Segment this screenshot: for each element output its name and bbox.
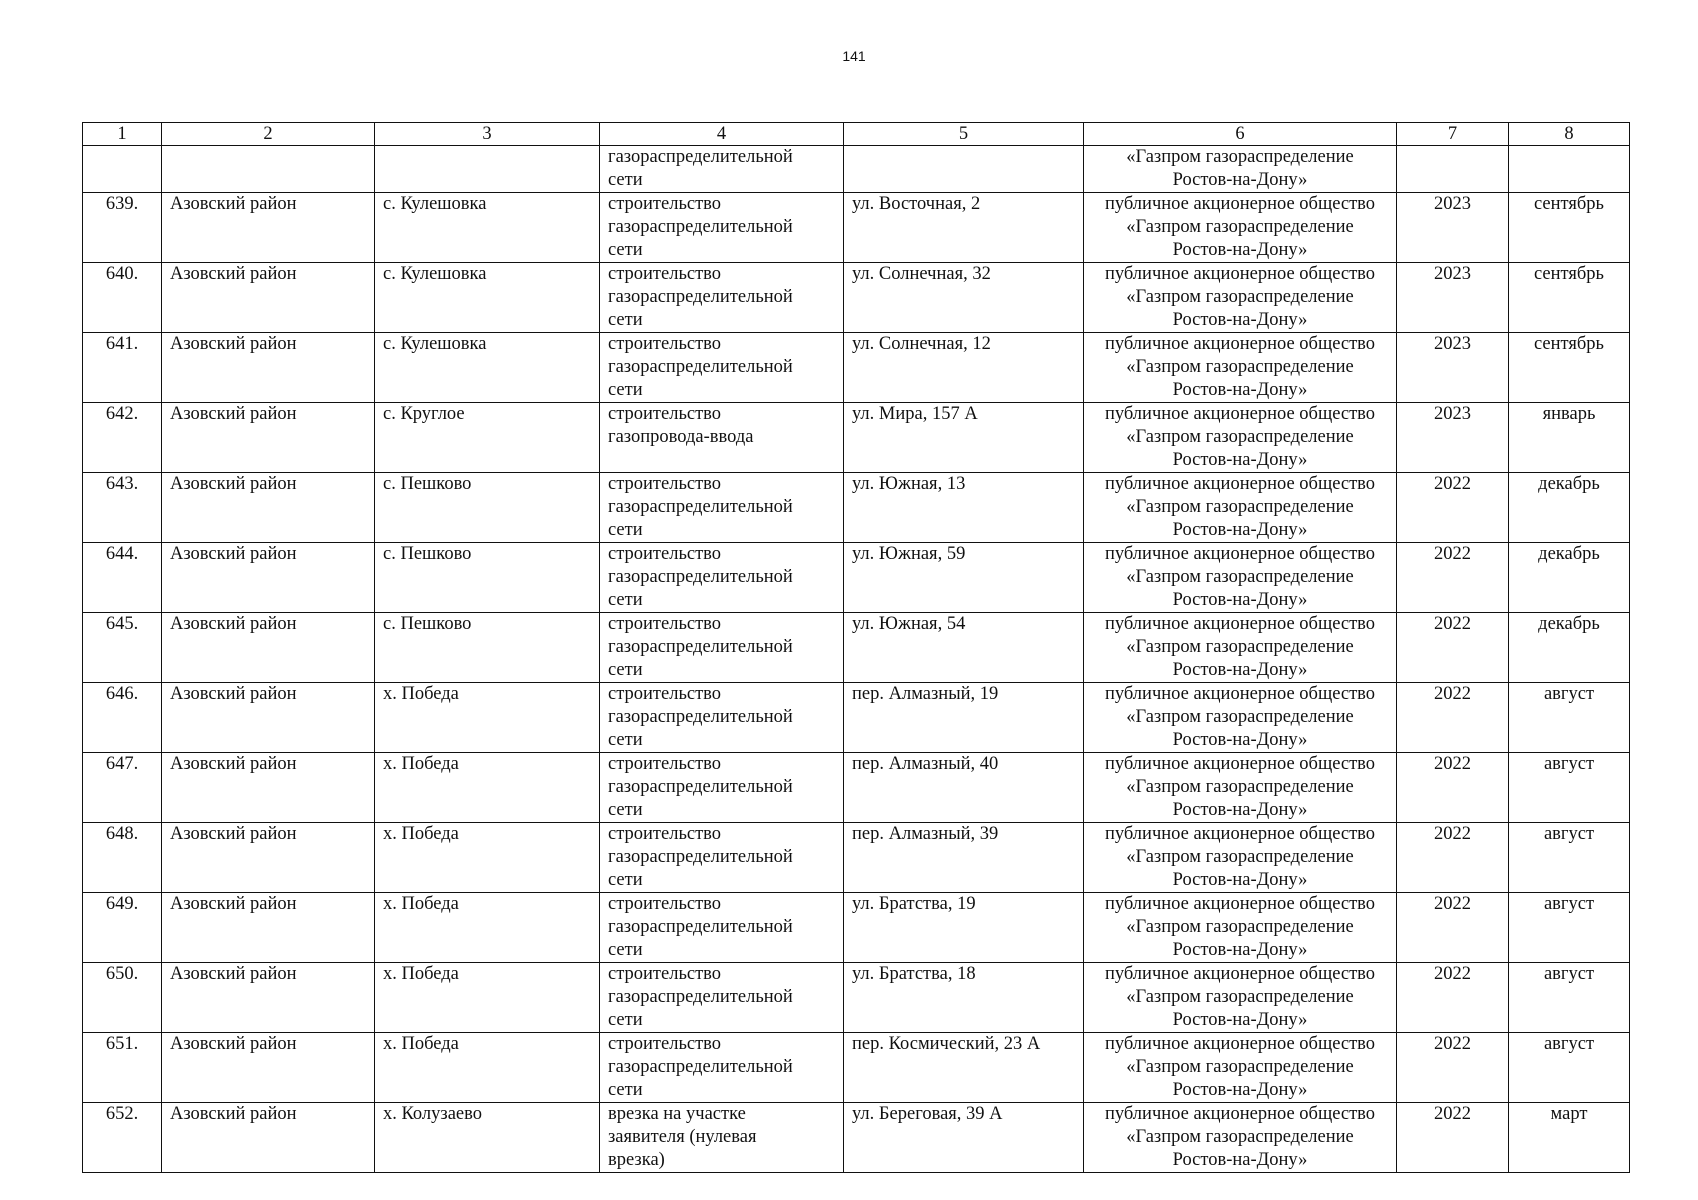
cell-number: 649. — [83, 893, 162, 963]
cell-org: публичное акционерное общество «Газпром газораспределение Ростов-на-Дону» — [1084, 1103, 1397, 1173]
cell-month: август — [1509, 1033, 1630, 1103]
cell-district: Азовский район — [162, 893, 375, 963]
cell-number: 644. — [83, 543, 162, 613]
cell-settlement: х. Победа — [375, 893, 600, 963]
cell-number: 642. — [83, 403, 162, 473]
cell-month: сентябрь — [1509, 263, 1630, 333]
table-row — [83, 683, 1630, 753]
cell-district: Азовский район — [162, 1033, 375, 1103]
cell-work: строительство газораспределительной сети — [600, 263, 844, 333]
cell-month: январь — [1509, 403, 1630, 473]
cell-settlement: с. Круглое — [375, 403, 600, 473]
cell-settlement: х. Победа — [375, 753, 600, 823]
cell-number: 646. — [83, 683, 162, 753]
cell-org: публичное акционерное общество «Газпром газораспределение Ростов-на-Дону» — [1084, 193, 1397, 263]
cell-org: публичное акционерное общество «Газпром газораспределение Ростов-на-Дону» — [1084, 543, 1397, 613]
cell-year: 2022 — [1397, 963, 1509, 1033]
cell-number: 652. — [83, 1103, 162, 1173]
cell-settlement: с. Пешково — [375, 473, 600, 543]
cell-district: Азовский район — [162, 333, 375, 403]
table-row — [83, 893, 1630, 963]
cell-settlement: х. Победа — [375, 1033, 600, 1103]
table-row — [83, 193, 1630, 263]
cell-org: публичное акционерное общество «Газпром газораспределение Ростов-на-Дону» — [1084, 963, 1397, 1033]
cell-month: декабрь — [1509, 473, 1630, 543]
cell-address: ул. Южная, 54 — [844, 613, 1084, 683]
cell-month: март — [1509, 1103, 1630, 1173]
cell-month: август — [1509, 823, 1630, 893]
cell — [844, 146, 1084, 193]
cell-org: публичное акционерное общество «Газпром газораспределение Ростов-на-Дону» — [1084, 613, 1397, 683]
table-row — [83, 403, 1630, 473]
column-header: 4 — [600, 123, 844, 146]
cell-work: газораспределительной сети — [600, 146, 844, 193]
cell-address: пер. Алмазный, 40 — [844, 753, 1084, 823]
table-row — [83, 543, 1630, 613]
cell-address: ул. Солнечная, 12 — [844, 333, 1084, 403]
cell-district: Азовский район — [162, 473, 375, 543]
cell-org: публичное акционерное общество «Газпром газораспределение Ростов-на-Дону» — [1084, 403, 1397, 473]
cell-address: ул. Восточная, 2 — [844, 193, 1084, 263]
table-row — [83, 753, 1630, 823]
cell-settlement: с. Пешково — [375, 543, 600, 613]
cell-year: 2022 — [1397, 753, 1509, 823]
cell-month: август — [1509, 893, 1630, 963]
cell-work: строительство газораспределительной сети — [600, 473, 844, 543]
cell-district: Азовский район — [162, 963, 375, 1033]
cell-district: Азовский район — [162, 1103, 375, 1173]
cell-settlement: с. Кулешовка — [375, 333, 600, 403]
cell-number: 651. — [83, 1033, 162, 1103]
cell-district: Азовский район — [162, 753, 375, 823]
column-header: 2 — [162, 123, 375, 146]
cell-district: Азовский район — [162, 193, 375, 263]
cell-district: Азовский район — [162, 683, 375, 753]
cell-month: сентябрь — [1509, 193, 1630, 263]
cell-year: 2022 — [1397, 613, 1509, 683]
cell-month: сентябрь — [1509, 333, 1630, 403]
cell-district: Азовский район — [162, 823, 375, 893]
cell-work: строительство газораспределительной сети — [600, 613, 844, 683]
cell-number: 645. — [83, 613, 162, 683]
cell-address: ул. Мира, 157 А — [844, 403, 1084, 473]
cell-address: ул. Береговая, 39 А — [844, 1103, 1084, 1173]
cell-address: пер. Алмазный, 39 — [844, 823, 1084, 893]
cell-work: строительство газораспределительной сети — [600, 333, 844, 403]
cell — [375, 146, 600, 193]
cell — [1397, 146, 1509, 193]
cell-org: «Газпром газораспределение Ростов-на-Дону» — [1084, 146, 1397, 193]
cell-year: 2022 — [1397, 543, 1509, 613]
cell-work: строительство газораспределительной сети — [600, 963, 844, 1033]
column-header: 5 — [844, 123, 1084, 146]
cell-work: строительство газораспределительной сети — [600, 193, 844, 263]
cell-district: Азовский район — [162, 403, 375, 473]
cell-month: август — [1509, 963, 1630, 1033]
table-row — [83, 263, 1630, 333]
cell-address: ул. Братства, 18 — [844, 963, 1084, 1033]
cell-year: 2023 — [1397, 403, 1509, 473]
table-row — [83, 963, 1630, 1033]
cell-month: декабрь — [1509, 543, 1630, 613]
cell-month: август — [1509, 683, 1630, 753]
cell-settlement: х. Победа — [375, 823, 600, 893]
cell-number: 647. — [83, 753, 162, 823]
table-row — [83, 473, 1630, 543]
cell-month: август — [1509, 753, 1630, 823]
column-header: 8 — [1509, 123, 1630, 146]
cell-settlement: х. Колузаево — [375, 1103, 600, 1173]
cell-org: публичное акционерное общество «Газпром газораспределение Ростов-на-Дону» — [1084, 753, 1397, 823]
cell-work: врезка на участке заявителя (нулевая врезка) — [600, 1103, 844, 1173]
column-header: 1 — [83, 123, 162, 146]
continuation-row — [83, 146, 1630, 193]
cell-org: публичное акционерное общество «Газпром газораспределение Ростов-на-Дону» — [1084, 823, 1397, 893]
cell-org: публичное акционерное общество «Газпром газораспределение Ростов-на-Дону» — [1084, 263, 1397, 333]
cell-district: Азовский район — [162, 613, 375, 683]
cell-org: публичное акционерное общество «Газпром газораспределение Ростов-на-Дону» — [1084, 683, 1397, 753]
cell-org: публичное акционерное общество «Газпром газораспределение Ростов-на-Дону» — [1084, 473, 1397, 543]
cell-settlement: с. Кулешовка — [375, 193, 600, 263]
cell-settlement: с. Кулешовка — [375, 263, 600, 333]
cell-address: ул. Солнечная, 32 — [844, 263, 1084, 333]
cell-settlement: х. Победа — [375, 963, 600, 1033]
cell-address: ул. Южная, 13 — [844, 473, 1084, 543]
cell — [1509, 146, 1630, 193]
cell-number: 643. — [83, 473, 162, 543]
cell-work: строительство газораспределительной сети — [600, 543, 844, 613]
cell-work: строительство газораспределительной сети — [600, 683, 844, 753]
cell-work: строительство газораспределительной сети — [600, 753, 844, 823]
header-row — [83, 123, 1630, 146]
cell-year: 2022 — [1397, 1033, 1509, 1103]
column-header: 3 — [375, 123, 600, 146]
cell-address: ул. Братства, 19 — [844, 893, 1084, 963]
cell-number: 648. — [83, 823, 162, 893]
cell-org: публичное акционерное общество «Газпром газораспределение Ростов-на-Дону» — [1084, 333, 1397, 403]
cell-work: строительство газораспределительной сети — [600, 823, 844, 893]
cell-work: строительство газораспределительной сети — [600, 893, 844, 963]
column-header: 7 — [1397, 123, 1509, 146]
cell-year: 2022 — [1397, 893, 1509, 963]
cell-number: 640. — [83, 263, 162, 333]
cell-address: пер. Космический, 23 А — [844, 1033, 1084, 1103]
cell-month: декабрь — [1509, 613, 1630, 683]
cell-work: строительство газораспределительной сети — [600, 1033, 844, 1103]
cell-org: публичное акционерное общество «Газпром газораспределение Ростов-на-Дону» — [1084, 1033, 1397, 1103]
table-row — [83, 613, 1630, 683]
cell — [162, 146, 375, 193]
cell-org: публичное акционерное общество «Газпром газораспределение Ростов-на-Дону» — [1084, 893, 1397, 963]
cell-year: 2023 — [1397, 333, 1509, 403]
cell-year: 2022 — [1397, 1103, 1509, 1173]
cell-settlement: с. Пешково — [375, 613, 600, 683]
cell-district: Азовский район — [162, 543, 375, 613]
table-row — [83, 823, 1630, 893]
cell-year: 2022 — [1397, 823, 1509, 893]
cell-year: 2022 — [1397, 473, 1509, 543]
cell-work: строительство газопровода-ввода — [600, 403, 844, 473]
cell-number: 639. — [83, 193, 162, 263]
page-number: 141 — [842, 48, 866, 64]
cell-number: 641. — [83, 333, 162, 403]
cell-settlement: х. Победа — [375, 683, 600, 753]
cell-year: 2023 — [1397, 193, 1509, 263]
cell-district: Азовский район — [162, 263, 375, 333]
cell-address: ул. Южная, 59 — [844, 543, 1084, 613]
cell-year: 2022 — [1397, 683, 1509, 753]
data-table — [82, 122, 1630, 1173]
column-header: 6 — [1084, 123, 1397, 146]
cell-year: 2023 — [1397, 263, 1509, 333]
table-row — [83, 333, 1630, 403]
table-row — [83, 1103, 1630, 1173]
cell — [83, 146, 162, 193]
cell-number: 650. — [83, 963, 162, 1033]
table-row — [83, 1033, 1630, 1103]
cell-address: пер. Алмазный, 19 — [844, 683, 1084, 753]
